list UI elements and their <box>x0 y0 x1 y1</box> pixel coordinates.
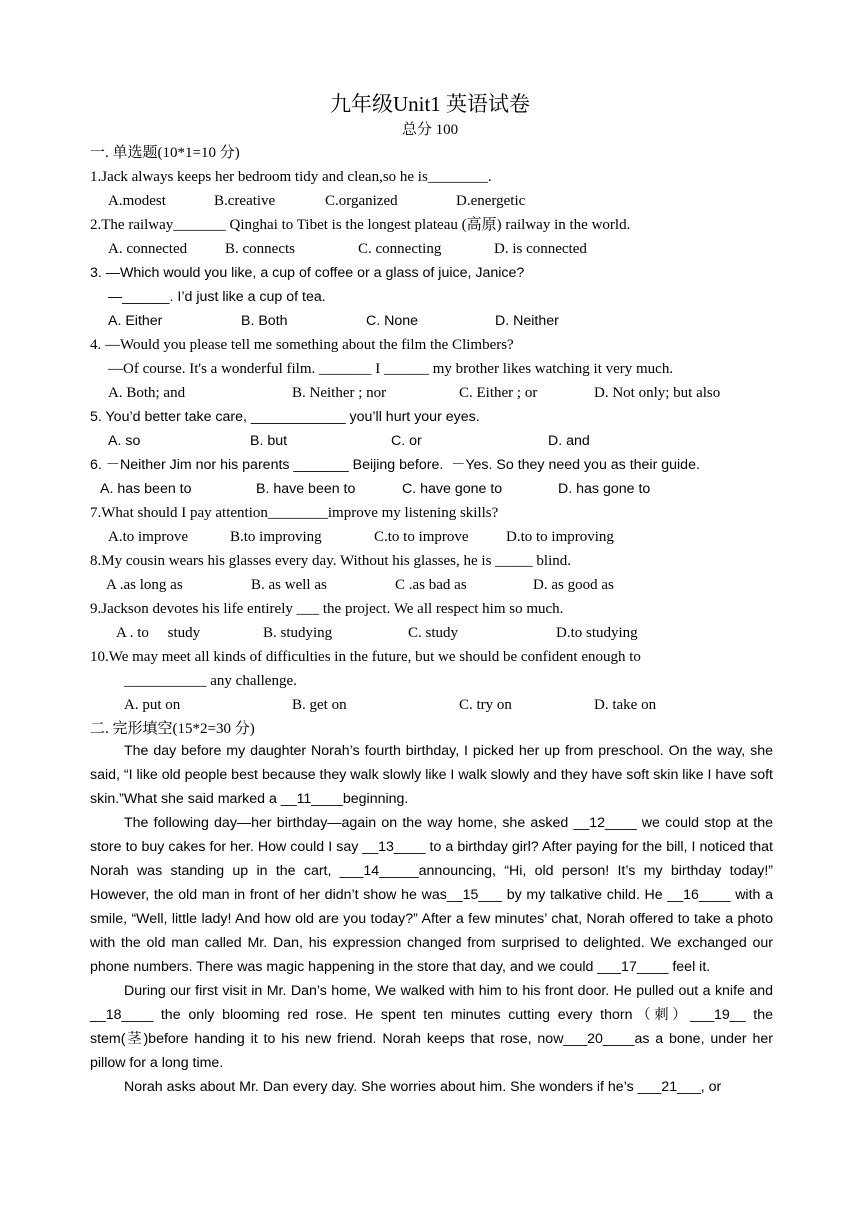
section-heading-cloze: 二. 完形填空(15*2=30 分) <box>90 721 255 737</box>
option-b: B.to improving <box>230 529 322 545</box>
option-b: B. connects <box>225 241 295 257</box>
option-c: C. or <box>391 433 422 449</box>
passage-paragraph: The following day—her birthday—again on the way home, she asked __12____ we could stop at the store to buy cakes for her. How could I say __13____ to a birthday girl? After paying for the bill, I noticed that Norah was standing up in the cart, ___14_____announcing, “Hi, old person! It’s my birthday today!” However, the old man in front of her didn’t show he was__15___ by my talkative child. He __16____ with a smile, “Well, little lady! And how old are you today?” After a few minutes’ chat, Norah offered to take a photo with the old man called Mr. Dan, his expression changed from surprised to delighted. We exchanged our phone numbers. There was magic happening in the store that day, and we could ___17____ feel it. <box>90 815 773 975</box>
option-c: C. study <box>408 625 459 641</box>
question-stem: 10.We may meet all kinds of difficulties in the future, but we should be confident enough to <box>90 649 641 665</box>
page-subtitle: 总分 100 <box>401 122 459 138</box>
option-c: C. None <box>366 313 419 329</box>
option-a: A. Both; and <box>108 385 186 401</box>
option-d: D.to to improving <box>506 529 614 545</box>
option-d: D. as good as <box>533 577 614 593</box>
option-b: B. studying <box>263 625 333 641</box>
option-b: B.creative <box>214 193 276 209</box>
option-a: A. put on <box>124 697 181 713</box>
question-stem-response: —Of course. It's a wonderful film. _______ I ______ my brother likes watching it very much. <box>108 361 674 377</box>
option-a: A . to study <box>116 625 201 641</box>
option-a: A .as long as <box>106 577 183 593</box>
option-b: B. but <box>250 433 288 449</box>
page-title: 九年级Unit1 英语试卷 <box>329 92 531 116</box>
option-a: A. so <box>108 433 141 449</box>
option-d: D. is connected <box>494 241 587 257</box>
section-heading-single-choice: 一. 单选题(10*1=10 分) <box>90 145 240 161</box>
question-stem: 4. —Would you please tell me something about the film the Climbers? <box>90 337 514 353</box>
option-d: D.to studying <box>556 625 638 641</box>
option-b: B. have been to <box>256 481 356 497</box>
option-c: C. have gone to <box>402 481 503 497</box>
option-a: A. connected <box>108 241 188 257</box>
question-stem: 1.Jack always keeps her bedroom tidy and clean,so he is________. <box>90 169 492 185</box>
option-a: A. has been to <box>100 481 192 497</box>
option-c: C.to to improve <box>374 529 469 545</box>
option-a: A. Either <box>108 313 163 329</box>
option-b: B. get on <box>292 697 347 713</box>
question-stem: 3. —Which would you like, a cup of coffee or a glass of juice, Janice? <box>90 265 525 281</box>
cloze-passage <box>90 739 773 1099</box>
option-d: D. Not only; but also <box>594 385 721 401</box>
option-b: B. as well as <box>251 577 327 593</box>
passage-paragraph: During our first visit in Mr. Dan’s home, We walked with him to his front door. He pulled out a knife and __18____ the only blooming red rose. He spent ten minutes cutting every thorn（刺）___19__ the stem(茎)before handing it to his new friend. Norah keeps that rose, now___20____as a bone, under her pillow for a long time. <box>90 983 773 1071</box>
option-c: C. Either ; or <box>459 385 538 401</box>
passage-paragraph: Norah asks about Mr. Dan every day. She worries about him. She wonders if he’s ___21___, or <box>124 1079 722 1095</box>
option-c: C .as bad as <box>395 577 467 593</box>
option-d: D. Neither <box>495 313 559 329</box>
question-stem: 7.What should I pay attention________improve my listening skills? <box>90 505 499 521</box>
option-b: B. Neither ; nor <box>292 385 387 401</box>
question-stem: 8.My cousin wears his glasses every day. Without his glasses, he is _____ blind. <box>90 553 572 569</box>
option-a: A.to improve <box>108 529 188 545</box>
option-d: D. take on <box>594 697 657 713</box>
question-stem: 9.Jackson devotes his life entirely ___ the project. We all respect him so much. <box>90 601 564 617</box>
option-d: D. and <box>548 433 590 449</box>
question-stem: 5. You’d better take care, ____________ you’ll hurt your eyes. <box>90 409 480 425</box>
question-stem: 6. －Neither Jim nor his parents _______ Beijing before. －Yes. So they need you as their guide. <box>90 457 700 473</box>
question-stem-response: —______. I’d just like a cup of tea. <box>108 289 326 305</box>
option-c: C.organized <box>325 193 398 209</box>
question-stem: 2.The railway_______ Qinghai to Tibet is the longest plateau (高原) railway in the world. <box>90 217 631 233</box>
question-stem-continued: ___________ any challenge. <box>124 673 297 689</box>
option-d: D.energetic <box>456 193 526 209</box>
option-b: B. Both <box>241 313 288 329</box>
option-c: C. try on <box>459 697 512 713</box>
passage-paragraph: The day before my daughter Norah’s fourth birthday, I picked her up from preschool. On the way, she said, “I like old people best because they walk slowly like I walk slowly and they have soft skin like I have soft skin.”What she said marked a __11____beginning. <box>90 743 773 807</box>
option-d: D. has gone to <box>558 481 651 497</box>
option-c: C. connecting <box>358 241 442 257</box>
option-a: A.modest <box>108 193 166 209</box>
